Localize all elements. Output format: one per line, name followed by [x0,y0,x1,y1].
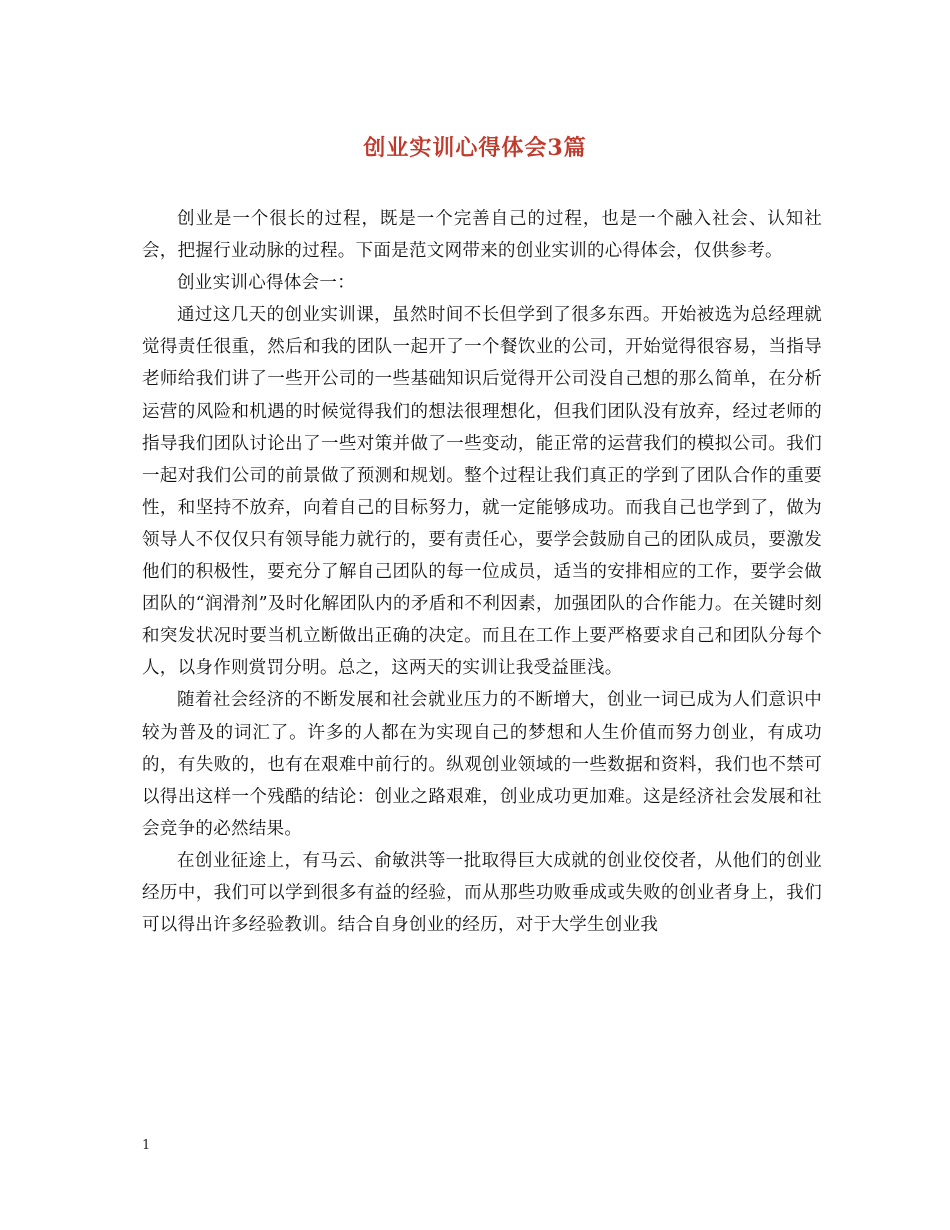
paragraph-society: 随着社会经济的不断发展和社会就业压力的不断增大，创业一词已成为人们意识中较为普及的词汇了。许多的人都在为实现自己的梦想和人生价值而努力创业，有成功的，有失败的，也有在艰难中前行的。纵观创业领域的一些数据和资料，我们也不禁可以得出这样一个残酷的结论：创业之路艰难，创业成功更加难。这是经济社会发展和社会竞争的必然结果。 [142,690,822,839]
paragraph-experience: 通过这几天的创业实训课，虽然时间不长但学到了很多东西。开始被选为总经理就觉得责任很重，然后和我的团队一起开了一个餐饮业的公司，开始觉得很容易，当指导老师给我们讲了一些开公司的一些基础知识后觉得开公司没自己想的那么简单，在分析运营的风险和机遇的时候觉得我们的想法很理想化，但我们团队没有放弃，经过老师的指导我们团队讨论出了一些对策并做了一些变动，能正常的运营我们的模拟公司。我们一起对我们公司的前景做了预测和规划。整个过程让我们真正的学到了团队合作的重要性，和坚持不放弃，向着自己的目标努力，就一定能够成功。而我自己也学到了，做为领导人不仅仅只有领导能力就行的，要有责任心，要学会鼓励自己的团队成员，要激发他们的积极性，要充分了解自己团队的每一位成员，适当的安排相应的工作，要学会做团队的“润滑剂”及时化解团队内的矛盾和不利因素，加强团队的合作能力。在关键时刻和突发状况时要当机立断做出正确的决定。而且在工作上要严格要求自己和团队分每个人，以身作则赏罚分明。总之，这两天的实训让我受益匪浅。 [142,305,822,679]
document-title: 创业实训心得体会3篇 [363,135,587,161]
paragraph-lessons: 在创业征途上，有马云、俞敏洪等一批取得巨大成就的创业佼佼者，从他们的创业经历中，我们可以学到很多有益的经验，而从那些功败垂成或失败的创业者身上，我们可以得出许多经验教训。结合自身创业的经历，对于大学生创业我 [142,850,822,936]
paragraph-intro: 创业是一个很长的过程，既是一个完善自己的过程，也是一个融入社会、认知社会，把握行业动脉的过程。下面是范文网带来的创业实训的心得体会，仅供参考。 [142,209,822,262]
document-body [142,203,822,941]
paragraph-section-heading: 创业实训心得体会一： [177,273,355,294]
page-number: 1 [142,1138,151,1153]
